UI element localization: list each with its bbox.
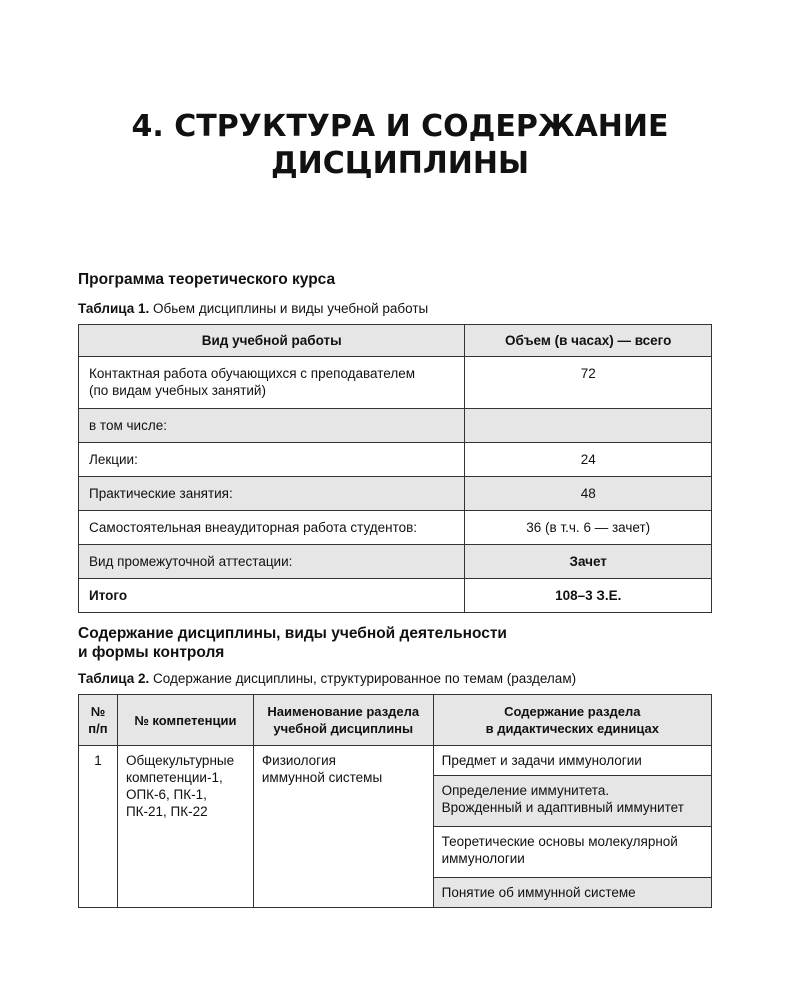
- chapter-title: [0, 108, 800, 182]
- table2-caption-label: Таблица 2.: [78, 671, 150, 686]
- table-header-row: [79, 695, 712, 746]
- header-line: №: [90, 704, 106, 719]
- column-header: Объем (в часах) — всего: [465, 325, 712, 357]
- header-line: учебной дисциплины: [273, 721, 414, 736]
- didactic-unit: [433, 776, 711, 827]
- table1-caption-text: Обьем дисциплины и виды учебной работы: [149, 301, 429, 316]
- row-value: [465, 409, 712, 443]
- row-value: 48: [465, 477, 712, 511]
- competence-line: компетенции-1,: [125, 770, 223, 785]
- row-label: [79, 357, 465, 409]
- chapter-title-line1: 4. СТРУКТУРА И СОДЕРЖАНИЕ: [131, 109, 669, 144]
- section-name-line: иммунной системы: [261, 770, 383, 785]
- header-line: п/п: [88, 721, 108, 736]
- row-value: Зачет: [465, 545, 712, 579]
- table-total-row: [79, 579, 712, 613]
- row-label: Самостоятельная внеаудиторная работа студентов:: [79, 511, 465, 545]
- column-header: [433, 695, 711, 746]
- table2-caption-text: Содержание дисциплины, структурированное по темам (разделам): [149, 671, 577, 686]
- section-heading-content: [78, 624, 718, 662]
- table1-caption: [78, 300, 718, 317]
- didactic-unit-line: Врожденный и адаптивный иммунитет: [441, 800, 684, 815]
- column-header: [253, 695, 433, 746]
- section-heading-line: Содержание дисциплины, виды учебной деятельности: [78, 625, 507, 642]
- table2-caption: [78, 670, 718, 687]
- row-label: Итого: [79, 579, 465, 613]
- content-table: [78, 694, 712, 908]
- column-header: Вид учебной работы: [79, 325, 465, 357]
- header-line: в дидактических единицах: [485, 721, 659, 736]
- column-header: № компетенции: [117, 695, 253, 746]
- competence-line: ОПК-6, ПК-1,: [125, 787, 207, 802]
- table1-caption-label: Таблица 1.: [78, 301, 150, 316]
- competence-line: ПК-21, ПК-22: [125, 804, 208, 819]
- didactic-unit-line: иммунологии: [441, 851, 525, 866]
- didactic-unit-line: Предмет и задачи иммунологии: [441, 753, 642, 768]
- section-name-cell: [253, 746, 433, 908]
- row-label-line: (по видам учебных занятий): [89, 383, 266, 398]
- workload-table: [78, 324, 712, 613]
- table-row: [79, 545, 712, 579]
- header-line: Содержание раздела: [504, 704, 641, 719]
- table-row: [79, 511, 712, 545]
- section-heading-line: и формы контроля: [78, 644, 225, 661]
- row-label: Лекции:: [79, 443, 465, 477]
- didactic-unit: [433, 827, 711, 878]
- table-row: [79, 746, 712, 776]
- table-row: [79, 357, 712, 409]
- didactic-unit-line: Определение иммунитета.: [441, 783, 610, 798]
- didactic-unit-line: Понятие об иммунной системе: [441, 885, 636, 900]
- section-name-line: Физиология: [261, 753, 336, 768]
- header-line: Наименование раздела: [267, 704, 420, 719]
- row-value: 72: [465, 357, 712, 409]
- row-label: Вид промежуточной аттестации:: [79, 545, 465, 579]
- row-label: Практические занятия:: [79, 477, 465, 511]
- table-row: [79, 477, 712, 511]
- row-value: 36 (в т.ч. 6 — зачет): [465, 511, 712, 545]
- didactic-unit-line: Теоретические основы молекулярной: [441, 834, 678, 849]
- competence-line: Общекультурные: [125, 753, 235, 768]
- row-label-line: Контактная работа обучающихся с преподавателем: [89, 366, 416, 381]
- table-row: [79, 443, 712, 477]
- didactic-unit: [433, 746, 711, 776]
- row-value: 108–3 З.Е.: [465, 579, 712, 613]
- row-number: 1: [79, 746, 118, 908]
- section-heading-theory: Программа теоретического курса: [78, 271, 336, 288]
- chapter-title-line2: ДИСЦИПЛИНЫ: [270, 146, 530, 181]
- table-row: [79, 409, 712, 443]
- didactic-unit: [433, 878, 711, 908]
- column-header: [79, 695, 118, 746]
- row-label: в том числе:: [79, 409, 465, 443]
- competence-cell: [117, 746, 253, 908]
- row-value: 24: [465, 443, 712, 477]
- table-header-row: [79, 325, 712, 357]
